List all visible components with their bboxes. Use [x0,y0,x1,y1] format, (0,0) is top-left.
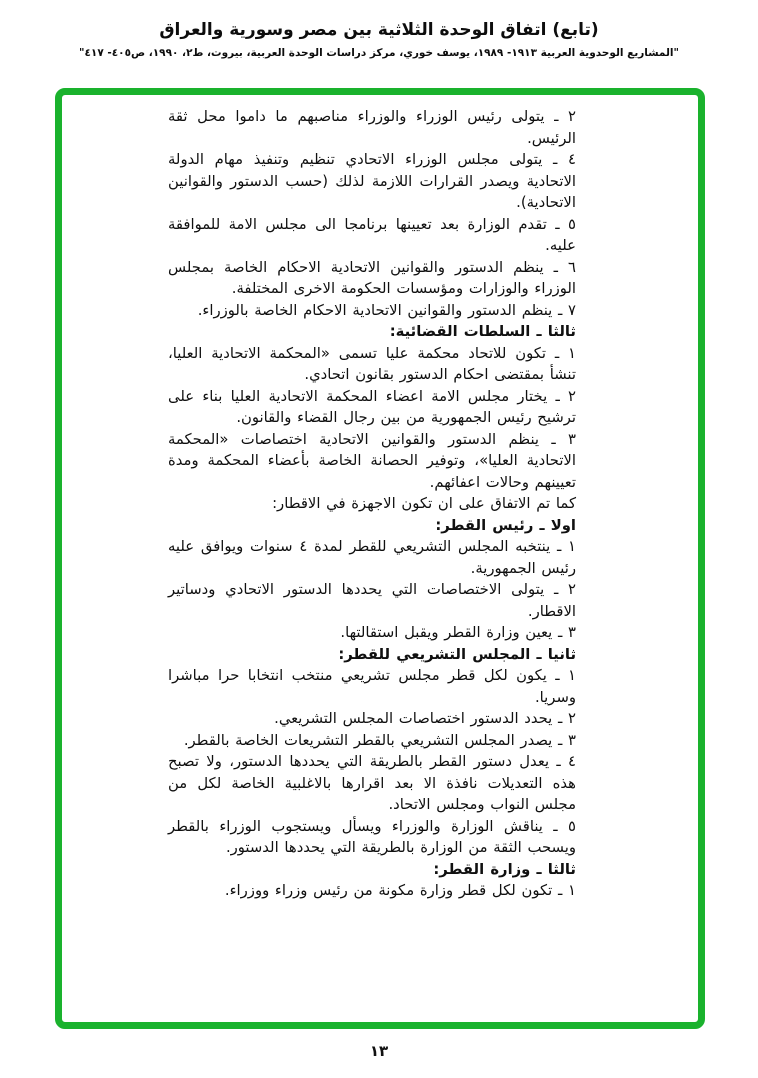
section-heading: اولا ـ رئيس القطر: [435,516,576,534]
body-paragraph: ٣ ـ ينظم الدستور والقوانين الاتحادية اختصاصات «المحكمة الاتحادية العليا»، وتوفير الحصانة الخاصة بأعضاء المحكمة ومدة تعيينهم وحالات اعفائهم. [168,430,576,491]
body-paragraph: ٤ ـ يعدل دستور القطر بالطريقة التي يحددها الدستور، ولا تصبح هذه التعديلات نافذة الا بعد اقرارها بالاغلبية الخاصة لكل من مجلس النواب ومجلس الاتحاد. [168,753,576,813]
body-paragraph: كما تم الاتفاق على ان تكون الاجهزة في الاقطار: [272,495,576,512]
source-citation: "المشاريع الوحدوية العربية ١٩١٣- ١٩٨٩، يوسف خوري، مركز دراسات الوحدة العربية، بيروت، ط٢، ١٩٩٠، ص٤٠٥- ٤١٧" [79,47,679,59]
body-paragraph: ٣ ـ يعين وزارة القطر ويقبل استقالتها. [340,624,576,641]
body-paragraph: ٥ ـ تقدم الوزارة بعد تعيينها برنامجا الى مجلس الامة للموافقة عليه. [168,215,576,254]
document-title: (تابع) اتفاق الوحدة الثلاثية بين مصر وسورية والعراق [159,20,599,40]
section-heading: ثانيا ـ المجلس التشريعي للقطر: [338,645,576,663]
body-paragraph: ٢ ـ يحدد الدستور اختصاصات المجلس التشريعي. [274,710,576,727]
body-paragraph: ٢ ـ يتولى رئيس الوزراء والوزراء مناصبهم ما داموا محل ثقة الرئيس. [168,108,576,147]
body-paragraph: ٥ ـ يناقش الوزارة والوزراء ويسأل ويستجوب الوزراء بالقطر ويسحب الثقة من الوزارة بالطريقة التي يحددها الدستور. [168,817,576,856]
page-header [0,20,758,59]
body-paragraph: ١ ـ تكون للاتحاد محكمة عليا تسمى «المحكمة الاتحادية العليا، تنشأ بمقتضى احكام الدستور بقانون اتحادي. [168,344,576,383]
body-paragraph: ٧ ـ ينظم الدستور والقوانين الاتحادية الاحكام الخاصة بالوزراء. [197,301,576,319]
body-paragraph: ٤ ـ يتولى مجلس الوزراء الاتحادي تنظيم وتنفيذ مهام الدولة الاتحادية ويصدر القرارات اللازمة لذلك (حسب الدستور والقوانين الاتحادية). [168,151,576,211]
body-paragraph: ١ ـ يكون لكل قطر مجلس تشريعي منتخب انتخابا حرا مباشرا وسريا. [168,667,576,706]
body-paragraph: ١ ـ ينتخبه المجلس التشريعي للقطر لمدة ٤ سنوات ويوافق عليه رئيس الجمهورية. [168,538,576,577]
body-paragraph: ٣ ـ يصدر المجلس التشريعي بالقطر التشريعات الخاصة بالقطر. [183,731,576,749]
body-paragraph: ١ ـ تكون لكل قطر وزارة مكونة من رئيس وزراء ووزراء. [224,882,576,899]
body-paragraph: ٦ ـ ينظم الدستور والقوانين الاتحادية الاحكام الخاصة بمجلس الوزراء والوزارات ومؤسسات الحكومة الاخرى المختلفة. [168,258,576,297]
page-number: ١٣ [369,1042,389,1060]
body-paragraph: ٢ ـ يختار مجلس الامة اعضاء المحكمة الاتحادية العليا بناء على ترشيح رئيس الجمهورية من بين رجال القضاء والقانون. [168,387,576,426]
section-heading: ثالثا ـ السلطات القضائية: [389,323,576,340]
section-heading: ثالثا ـ وزارة القطر: [433,860,576,878]
document-body [168,106,576,902]
body-paragraph: ٢ ـ يتولى الاختصاصات التي يحددها الدستور الاتحادي ودساتير الاقطار. [168,581,576,620]
